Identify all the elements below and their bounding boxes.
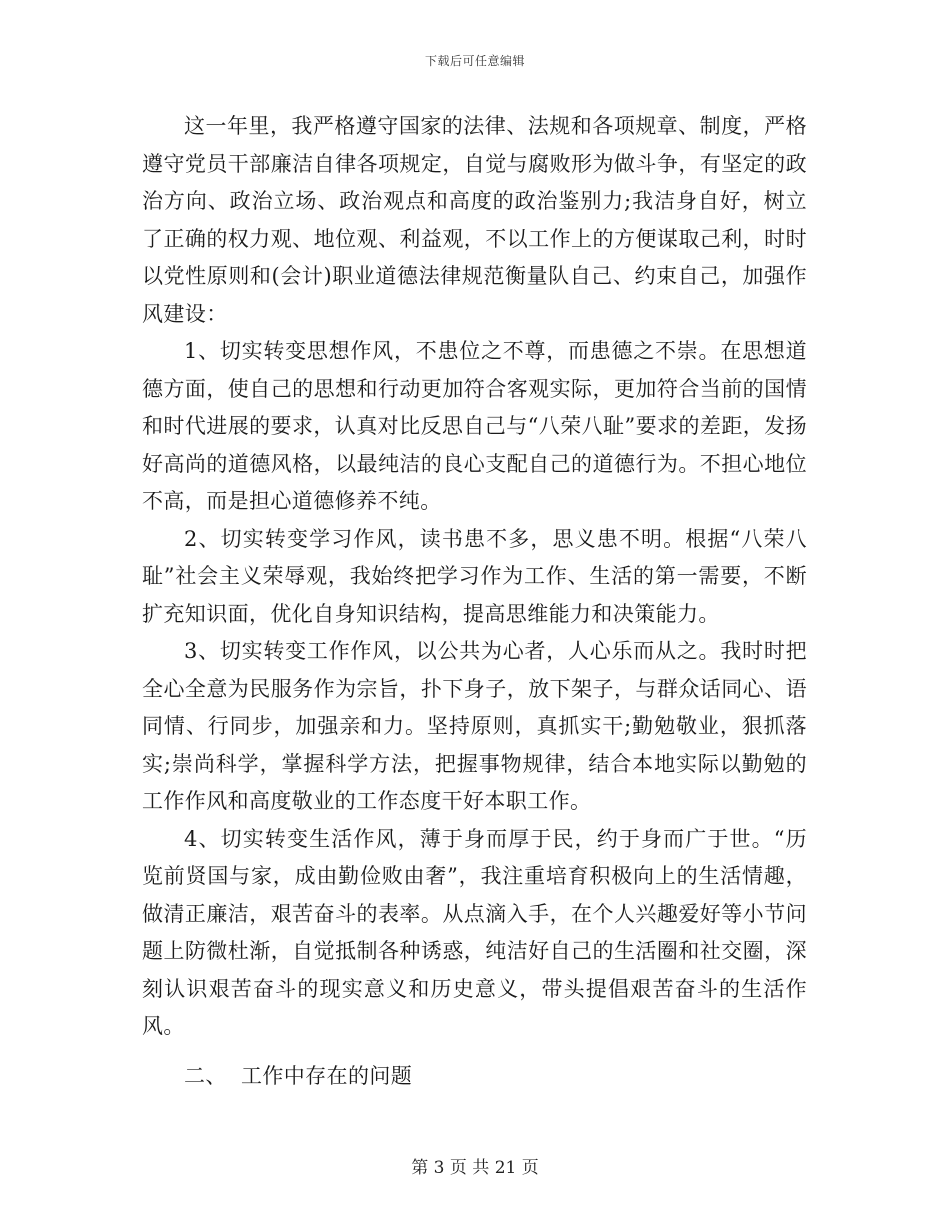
document-body xyxy=(142,108,807,1095)
page-header: 下载后可任意编辑 xyxy=(424,54,525,68)
section-heading: 二、 工作中存在的问题 xyxy=(184,1063,413,1088)
paragraph-work-style: 3、切实转变工作作风，以公共为心者，人心乐而从之。我时时把全心全意为民服务作为宗旨，扑下身子，放下架子，与群众话同心、语同情、行同步，加强亲和力。坚持原则，真抓实干;勤勉敬业，狠抓落实;崇尚科学，掌握科学方法，把握事物规律，结合本地实际以勤勉的工作作风和高度敬业的工作态度干好本职工作。 xyxy=(142,639,807,813)
paragraph-thinking-style: 1、切实转变思想作风，不患位之不尊，而患德之不崇。在思想道德方面，使自己的思想和行动更加符合客观实际，更加符合当前的国情和时代进展的要求，认真对比反思自己与“八荣八耻”要求的差距，发扬好高尚的道德风格，以最纯洁的良心支配自己的道德行为。不担心地位不高，而是担心道德修养不纯。 xyxy=(142,339,807,513)
paragraph-intro: 这一年里，我严格遵守国家的法律、法规和各项规章、制度，严格遵守党员干部廉洁自律各项规定，自觉与腐败形为做斗争，有坚定的政治方向、政治立场、政治观点和高度的政治鉴别力;我洁身自好，树立了正确的权力观、地位观、利益观，不以工作上的方便谋取己利，时时以党性原则和(会计)职业道德法律规范衡量队自己、约束自己，加强作风建设： xyxy=(142,114,807,326)
paragraph-life-style: 4、切实转变生活作风，薄于身而厚于民，约于身而广于世。“历览前贤国与家，成由勤俭败由奢”，我注重培育积极向上的生活情趣，做清正廉洁，艰苦奋斗的表率。从点滴入手，在个人兴趣爱好等小节问题上防微杜渐，自觉抵制各种诱惑，纯洁好自己的生活圈和社交圈，深刻认识艰苦奋斗的现实意义和历史意义，带头提倡艰苦奋斗的生活作风。 xyxy=(142,826,807,1038)
page-footer: 第 3 页 共 21 页 xyxy=(411,1158,539,1178)
paragraph-study-style: 2、切实转变学习作风，读书患不多，思义患不明。根据“八荣八耻”社会主义荣辱观，我始终把学习作为工作、生活的第一需要，不断扩充知识面，优化自身知识结构，提高思维能力和决策能力。 xyxy=(142,526,807,626)
